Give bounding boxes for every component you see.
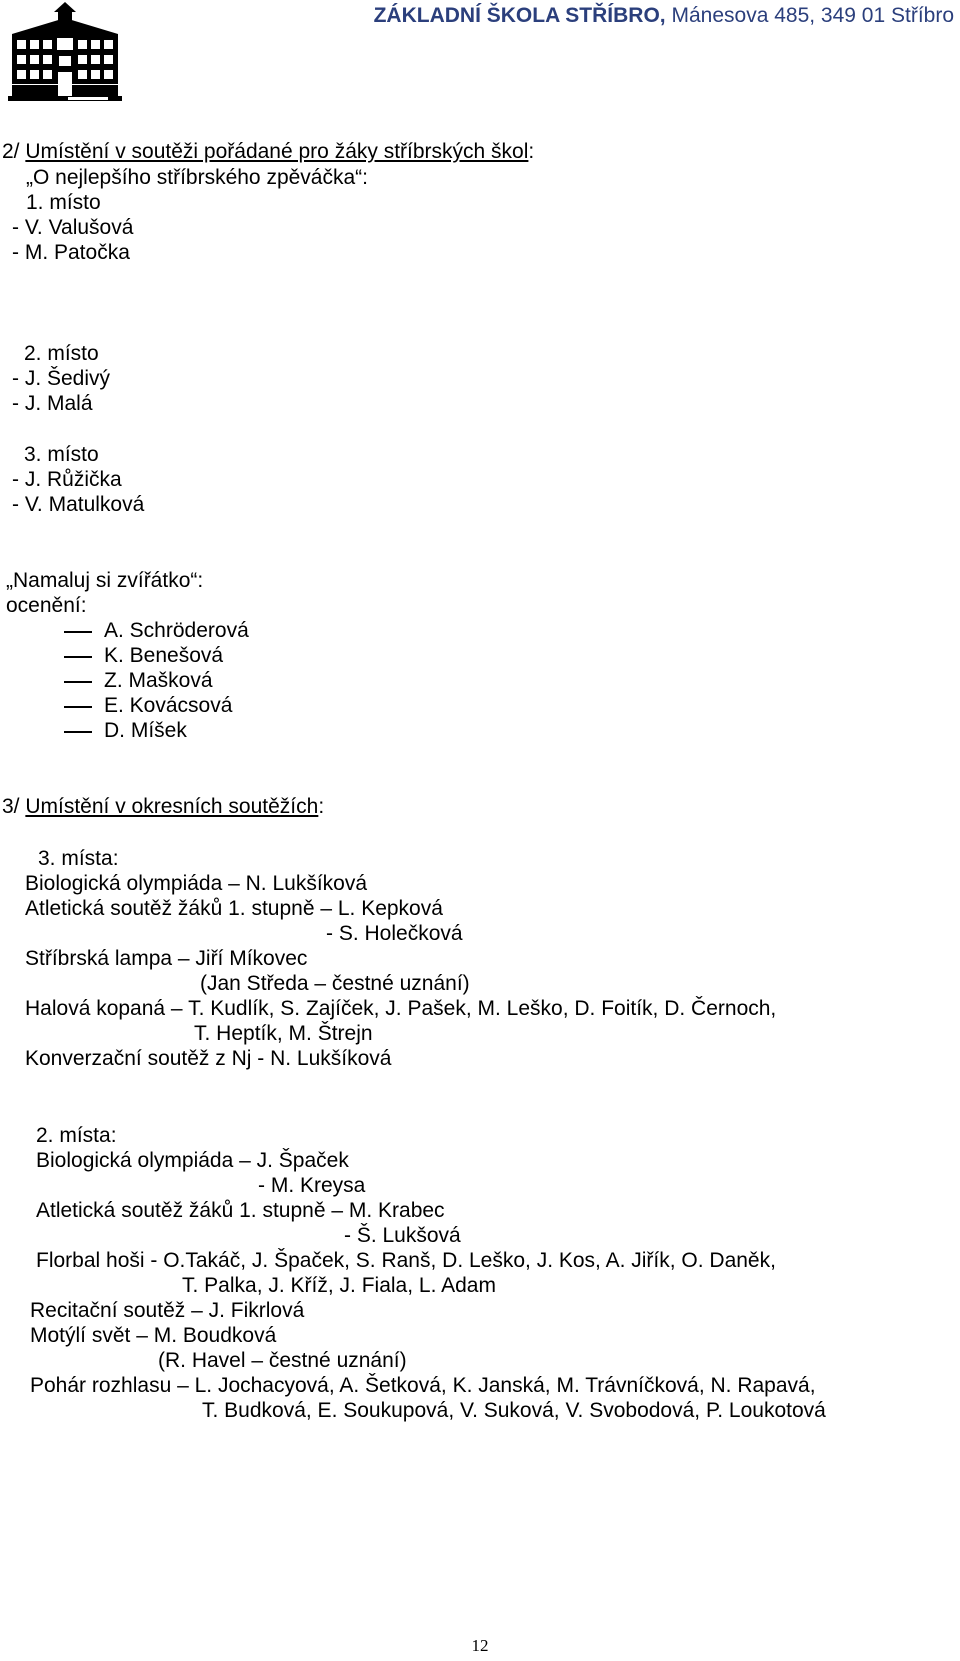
result-line: - M. Kreysa xyxy=(258,1174,366,1197)
school-building-logo xyxy=(8,0,122,104)
list-dash xyxy=(64,706,92,708)
awardee: A. Schröderová xyxy=(104,619,249,642)
result-line: - Š. Lukšová xyxy=(344,1224,461,1247)
list-dash xyxy=(64,656,92,658)
letterhead xyxy=(374,2,954,30)
result-line: - S. Holečková xyxy=(326,922,463,945)
page-number: 12 xyxy=(471,1636,489,1655)
section-3-number: 3/ xyxy=(2,795,20,818)
result-line: T. Budková, E. Soukupová, V. Suková, V. Svobodová, P. Loukotová xyxy=(202,1399,826,1422)
section-3-heading xyxy=(2,795,324,819)
section-3-title: Umístění v okresních soutěžích xyxy=(25,795,319,818)
result-line: Atletická soutěž žáků 1. stupně – M. Krabec xyxy=(36,1199,445,1222)
result-line: (R. Havel – čestné uznání) xyxy=(158,1349,407,1372)
result-line: Atletická soutěž žáků 1. stupně – L. Kepková xyxy=(25,897,443,920)
list-dash xyxy=(64,731,92,733)
place-3: 3. místo xyxy=(24,443,99,466)
third-places-heading: 3. místa: xyxy=(38,847,119,870)
result-line: Motýlí svět – M. Boudková xyxy=(30,1324,277,1347)
school-name: ZÁKLADNÍ ŠKOLA STŘÍBRO, xyxy=(373,4,666,27)
awardee: Z. Mašková xyxy=(104,669,213,692)
section-3-colon: : xyxy=(318,795,325,818)
awardee: E. Kovácsová xyxy=(104,694,233,717)
result-line: Biologická olympiáda – N. Lukšíková xyxy=(25,872,368,895)
place-1: 1. místo xyxy=(26,191,101,214)
result-line: T. Palka, J. Kříž, J. Fiala, L. Adam xyxy=(182,1274,496,1297)
place-1-winner-b: - M. Patočka xyxy=(12,241,130,264)
awardee: D. Míšek xyxy=(104,719,187,742)
awardee: K. Benešová xyxy=(104,644,224,667)
section-2-colon: : xyxy=(528,140,535,163)
result-line: Biologická olympiáda – J. Špaček xyxy=(36,1149,349,1172)
result-line: Konverzační soutěž z Nj - N. Lukšíková xyxy=(25,1047,392,1070)
place-3-winner-b: - V. Matulková xyxy=(12,493,145,516)
contest-drawing: „Namaluj si zvířátko“: xyxy=(6,569,204,592)
result-line: Halová kopaná – T. Kudlík, S. Zajíček, J. Pašek, M. Leško, D. Foitík, D. Černoch, xyxy=(25,997,777,1020)
list-dash xyxy=(64,681,92,683)
list-dash xyxy=(64,631,92,633)
section-2-title: Umístění v soutěži pořádané pro žáky stříbrských škol xyxy=(25,140,529,163)
section-2-heading xyxy=(2,140,534,164)
result-line: T. Heptík, M. Štrejn xyxy=(194,1022,373,1045)
award-label: ocenění: xyxy=(6,594,87,617)
contest-singer: „O nejlepšího stříbrského zpěváčka“: xyxy=(26,166,368,189)
place-2-winner-a: - J. Šedivý xyxy=(12,367,111,390)
section-2-number: 2/ xyxy=(2,140,20,163)
place-3-winner-a: - J. Růžička xyxy=(12,468,122,491)
result-line: Recitační soutěž – J. Fikrlová xyxy=(30,1299,305,1322)
place-2: 2. místo xyxy=(24,342,99,365)
result-line: Pohár rozhlasu – L. Jochacyová, A. Šetková, K. Janská, M. Trávníčková, N. Rapavá, xyxy=(30,1374,816,1397)
school-address: Mánesova 485, 349 01 Stříbro xyxy=(671,4,954,27)
result-line: Stříbrská lampa – Jiří Míkovec xyxy=(25,947,308,970)
second-places-heading: 2. místa: xyxy=(36,1124,117,1147)
place-1-winner-a: - V. Valušová xyxy=(12,216,134,239)
result-line: Florbal hoši - O.Takáč, J. Špaček, S. Ranš, D. Leško, J. Kos, A. Jiřík, O. Daněk, xyxy=(36,1249,776,1272)
place-2-winner-b: - J. Malá xyxy=(12,392,93,415)
result-line: (Jan Středa – čestné uznání) xyxy=(200,972,470,995)
